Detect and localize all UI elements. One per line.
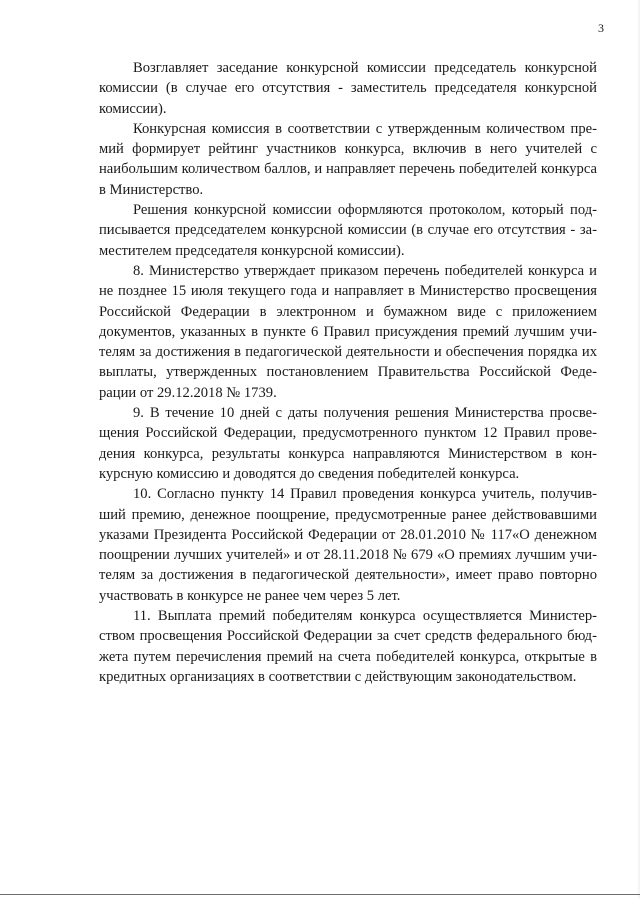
paragraph-chairman: Возглавляет заседание конкурсной комиссии председатель конкурсной комиссии (в случае его отсутствия - заместитель председателя конкурсной комиссии). <box>99 60 597 117</box>
paragraph-item-10: 10. Согласно пункту 14 Правил проведения конкурса учитель, получивший премию, денежное поощрение, предусмотренные ранее действовавшими указами Президента Российской Федерации от 28.01.2010 № 117«О денежном поощрении лучших учителей» и от 28.11.2018 № 679 «О премиях лучшим учителям за достижения в педагогической деятельности», имеет право повторно участвовать в конкурсе не ранее чем через 5 лет. <box>99 486 597 604</box>
paragraph-protocol: Решения конкурсной комиссии оформляются протоколом, который подписывается председателем конкурсной комиссии (в случае его отсутствия - заместителем председателя конкурсной комиссии). <box>99 202 597 259</box>
scan-edge-bottom <box>0 894 640 895</box>
paragraph-item-11: 11. Выплата премий победителям конкурса осуществляется Министерством просвещения Российской Федерации за счет средств федерального бюджета путем перечисления премий на счета победителей конкурса, открытые в кредитных организациях в соответствии с действующим законодательством. <box>99 608 597 685</box>
paragraph-item-8: 8. Министерство утверждает приказом перечень победителей конкурса и не позднее 15 июля текущего года и направляет в Министерство просвещения Российской Федерации в электронном и бумажном виде с приложением документов, указанных в пункте 6 Правил присуждения премий лучшим учителям за достижения в педагогической деятельности и обеспечения порядка их выплаты, утвержденных постановлением Правительства Российской Федерации от 29.12.2018 № 1739. <box>99 262 597 401</box>
document-body <box>99 58 597 687</box>
paragraph-rating: Конкурсная комиссия в соответствии с утвержденным количеством премий формирует рейтинг участников конкурса, включив в него учителей с наибольшим количеством баллов, и направляет перечень победителей конкурса в Министерство. <box>99 120 597 198</box>
paragraph-item-9: 9. В течение 10 дней с даты получения решения Министерства просвещения Российской Федерации, предусмотренного пунктом 12 Правил проведения конкурса, результаты конкурса направляются Министерством в конкурсную комиссию и доводятся до сведения победителей конкурса. <box>99 405 597 482</box>
page-number: 3 <box>598 21 604 35</box>
